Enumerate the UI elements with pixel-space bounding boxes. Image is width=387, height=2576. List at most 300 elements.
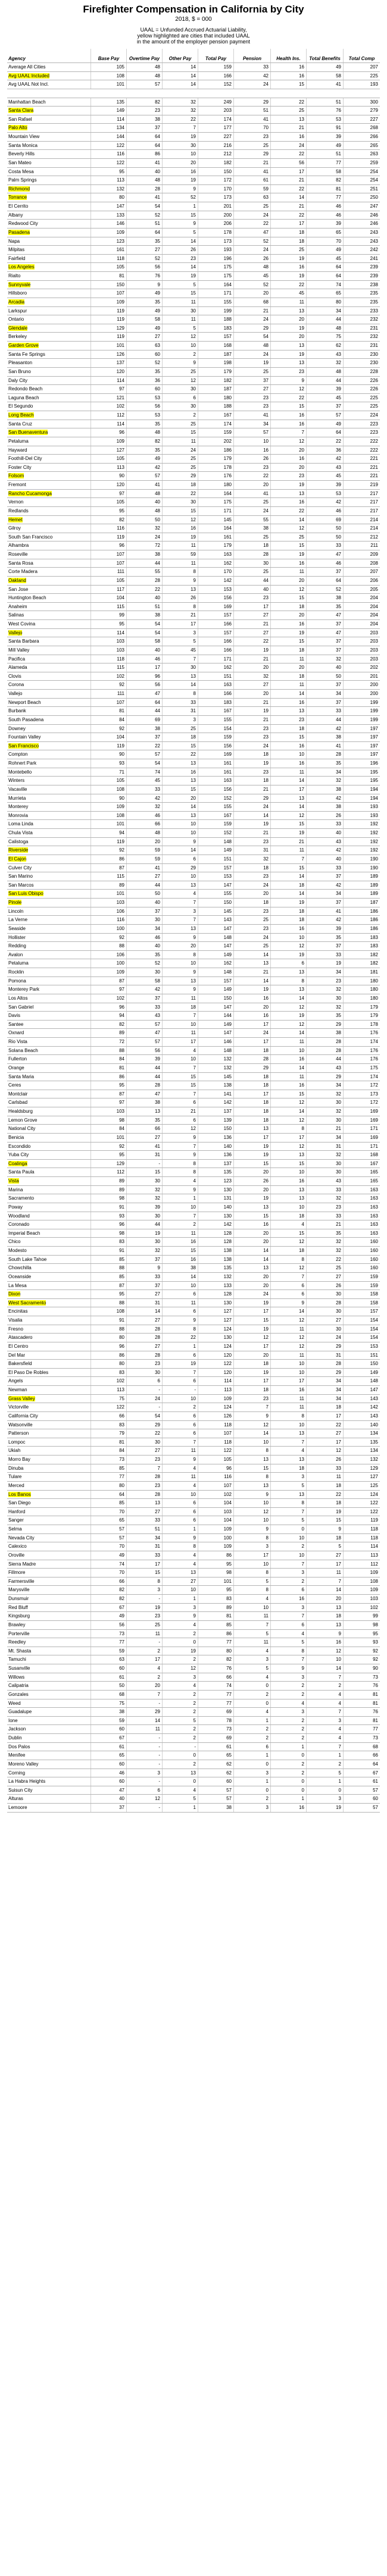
agency-name: Folsom xyxy=(8,473,24,479)
agency-name: Compton xyxy=(8,752,28,758)
cell-health-ins: 3 xyxy=(270,1708,306,1716)
cell-agency xyxy=(7,1134,90,1142)
cell-agency xyxy=(7,646,90,655)
cell-total-pay: 104 xyxy=(198,1516,233,1525)
cell-health-ins: 21 xyxy=(270,124,306,132)
cell-base-pay: 94 xyxy=(90,829,126,837)
cell-health-ins: 15 xyxy=(270,864,306,872)
cell-pension: 5 xyxy=(233,1630,270,1638)
table-row xyxy=(7,133,380,142)
cell-pension: 1 xyxy=(233,1717,270,1725)
cell-total-pay: 150 xyxy=(198,899,233,907)
cell-overtime-pay: - xyxy=(126,1595,162,1603)
cell-health-ins: 2 xyxy=(270,1769,306,1777)
cell-total-benefits: 11 xyxy=(306,1569,343,1577)
cell-total-pay: 182 xyxy=(198,159,233,167)
cell-agency xyxy=(7,1491,90,1499)
cell-base-pay: 88 xyxy=(90,1047,126,1055)
table-row xyxy=(7,942,380,951)
cell-total-benefits: 30 xyxy=(306,994,343,1003)
cell-base-pay: 113 xyxy=(90,1386,126,1394)
cell-overtime-pay: 37 xyxy=(126,124,162,132)
cell-overtime-pay: 30 xyxy=(126,1212,162,1220)
cell-base-pay: 119 xyxy=(90,533,126,542)
cell-other-pay: 9 xyxy=(162,577,198,585)
cell-health-ins: 15 xyxy=(270,542,306,550)
cell-health-ins: 8 xyxy=(270,1125,306,1133)
cell-overtime-pay: 17 xyxy=(126,663,162,672)
cell-pension: 22 xyxy=(233,637,270,646)
cell-overtime-pay: 35 xyxy=(126,951,162,959)
cell-agency xyxy=(7,1438,90,1447)
table-row xyxy=(7,603,380,612)
table-row xyxy=(7,1282,380,1291)
cell-total-comp: 112 xyxy=(343,1560,380,1569)
table-row xyxy=(7,1647,380,1656)
cell-other-pay: 15 xyxy=(162,1247,198,1255)
cell-other-pay: 59 xyxy=(162,550,198,559)
agency-name: Marina xyxy=(8,1187,23,1192)
cell-base-pay: 84 xyxy=(90,716,126,724)
cell-pension: 14 xyxy=(233,977,270,985)
cell-pension: 18 xyxy=(233,1098,270,1107)
cell-health-ins: 13 xyxy=(270,359,306,367)
agency-name: Palo Alto xyxy=(8,125,27,131)
cell-health-ins: 16 xyxy=(270,742,306,750)
agency-name: Montclair xyxy=(8,1091,28,1097)
cell-base-pay: 115 xyxy=(90,663,126,672)
cell-health-ins: 19 xyxy=(270,550,306,559)
cell-total-pay: 57 xyxy=(198,1786,233,1795)
cell-total-pay: 206 xyxy=(198,220,233,228)
agency-name: Foothill-Del City xyxy=(8,456,42,462)
agency-name: Sanger xyxy=(8,1517,24,1523)
cell-other-pay: 6 xyxy=(162,1351,198,1360)
cell-pension: 2 xyxy=(233,1691,270,1699)
cell-other-pay: 9 xyxy=(162,1456,198,1464)
cell-other-pay: 6 xyxy=(162,1412,198,1420)
cell-health-ins: 17 xyxy=(270,168,306,176)
cell-base-pay: 129 xyxy=(90,1160,126,1168)
cell-agency xyxy=(7,1168,90,1176)
cell-other-pay: 9 xyxy=(162,359,198,367)
cell-base-pay: 115 xyxy=(90,872,126,881)
agency-name: Watsonville xyxy=(8,1422,33,1428)
cell-total-benefits: 34 xyxy=(306,890,343,898)
cell-other-pay: 20 xyxy=(162,942,198,950)
cell-pension: 15 xyxy=(233,1212,270,1220)
cell-health-ins: 14 xyxy=(270,872,306,881)
cell-overtime-pay: 9 xyxy=(126,281,162,289)
agency-name: Foster City xyxy=(8,464,32,470)
cell-agency xyxy=(7,1751,90,1760)
cell-overtime-pay: 57 xyxy=(126,750,162,759)
agency-name: Willows xyxy=(8,1674,25,1680)
cell-overtime-pay: 57 xyxy=(126,1021,162,1029)
cell-other-pay: 2 xyxy=(162,1699,198,1708)
cell-total-pay: 105 xyxy=(198,1456,233,1464)
cell-total-pay: 120 xyxy=(198,1351,233,1360)
cell-total-comp: 135 xyxy=(343,1438,380,1447)
cell-total-pay: 81 xyxy=(198,1612,233,1620)
agency-name: Calipatria xyxy=(8,1683,29,1689)
cell-base-pay: 105 xyxy=(90,63,126,71)
cell-total-benefits: 19 xyxy=(306,959,343,968)
table-row xyxy=(7,507,380,516)
cell-total-pay: 114 xyxy=(198,1377,233,1385)
cell-total-comp: 57 xyxy=(343,1804,380,1812)
cell-other-pay: 14 xyxy=(162,237,198,246)
cell-overtime-pay: 23 xyxy=(126,1612,162,1620)
cell-health-ins: 10 xyxy=(270,1168,306,1176)
cell-pension: 3 xyxy=(233,1542,270,1551)
cell-total-comp: 93 xyxy=(343,1638,380,1647)
cell-base-pay: 97 xyxy=(90,1098,126,1107)
cell-base-pay: 101 xyxy=(90,820,126,828)
cell-health-ins: 16 xyxy=(270,620,306,628)
table-row xyxy=(7,577,380,586)
cell-total-pay: 127 xyxy=(198,1316,233,1325)
cell-health-ins: 0 xyxy=(270,1777,306,1786)
cell-overtime-pay: 64 xyxy=(126,229,162,237)
cell-total-benefits: 40 xyxy=(306,855,343,863)
cell-total-benefits: 28 xyxy=(306,1360,343,1368)
cell-total-comp: 190 xyxy=(343,855,380,863)
agency-name: San Francisco xyxy=(8,743,39,749)
cell-overtime-pay: 27 xyxy=(126,1134,162,1142)
cell-total-comp: 147 xyxy=(343,1386,380,1394)
cell-total-benefits: 34 xyxy=(306,1395,343,1403)
cell-pension: 20 xyxy=(233,890,270,898)
cell-other-pay: 18 xyxy=(162,1003,198,1012)
cell-other-pay: 10 xyxy=(162,1282,198,1290)
cell-health-ins: 10 xyxy=(270,1421,306,1429)
cell-health-ins: 12 xyxy=(270,1116,306,1125)
cell-total-comp: 225 xyxy=(343,402,380,411)
cell-overtime-pay: 47 xyxy=(126,1029,162,1037)
cell-total-comp: 250 xyxy=(343,193,380,202)
cell-base-pay: 102 xyxy=(90,402,126,411)
agency-name: Ceres xyxy=(8,1082,21,1088)
cell-overtime-pay: 55 xyxy=(126,568,162,576)
cell-total-comp: 247 xyxy=(343,202,380,211)
cell-pension: 8 xyxy=(233,1447,270,1455)
cell-base-pay: 99 xyxy=(90,611,126,619)
table-row xyxy=(7,1307,380,1316)
cell-base-pay: 119 xyxy=(90,307,126,315)
cell-pension: 19 xyxy=(233,1325,270,1334)
cell-agency xyxy=(7,1047,90,1055)
cell-pension: 20 xyxy=(233,1186,270,1194)
cell-health-ins: 15 xyxy=(270,402,306,411)
cell-health-ins: 12 xyxy=(270,385,306,393)
cell-total-comp: 118 xyxy=(343,1534,380,1542)
cell-pension: 10 xyxy=(233,1516,270,1525)
cell-agency xyxy=(7,890,90,898)
col-header-health-ins: Health Ins. xyxy=(270,49,306,62)
agency-name: Fairfield xyxy=(8,255,26,261)
cell-total-comp: 232 xyxy=(343,333,380,341)
table-row xyxy=(7,1447,380,1456)
table-row xyxy=(7,1717,380,1726)
cell-other-pay: 16 xyxy=(162,1256,198,1264)
cell-overtime-pay: 54 xyxy=(126,759,162,768)
cell-overtime-pay: 40 xyxy=(126,594,162,602)
cell-pension: 17 xyxy=(233,1377,270,1385)
table-row xyxy=(7,1290,380,1299)
cell-total-comp: 99 xyxy=(343,1612,380,1620)
cell-total-pay: 98 xyxy=(198,1569,233,1577)
cell-total-comp: 214 xyxy=(343,516,380,524)
cell-total-benefits: 46 xyxy=(306,559,343,568)
agency-name: Merced xyxy=(8,1482,24,1488)
cell-total-comp: 203 xyxy=(343,637,380,646)
cell-total-benefits: 17 xyxy=(306,1412,343,1420)
cell-pension: 16 xyxy=(233,1012,270,1020)
agency-name: Hillsboro xyxy=(8,290,27,296)
cell-base-pay: 107 xyxy=(90,289,126,298)
cell-base-pay: 85 xyxy=(90,1499,126,1507)
cell-total-pay: 130 xyxy=(198,1334,233,1342)
cell-pension: 15 xyxy=(233,1316,270,1325)
cell-agency xyxy=(7,1499,90,1507)
cell-total-pay: 122 xyxy=(198,1447,233,1455)
cell-base-pay: 88 xyxy=(90,1299,126,1307)
cell-overtime-pay: 35 xyxy=(126,446,162,455)
cell-total-pay: 179 xyxy=(198,455,233,463)
cell-base-pay: 68 xyxy=(90,1691,126,1699)
cell-agency xyxy=(7,1569,90,1577)
table-row xyxy=(7,350,380,359)
agency-name: Brawley xyxy=(8,1622,26,1627)
cell-agency xyxy=(7,1691,90,1699)
cell-total-benefits: 62 xyxy=(306,342,343,350)
cell-agency xyxy=(7,1125,90,1133)
cell-pension: 19 xyxy=(233,759,270,768)
col-header-total-benefits: Total Benefits xyxy=(306,49,343,62)
cell-pension: 17 xyxy=(233,1134,270,1142)
cell-base-pay: 101 xyxy=(90,890,126,898)
cell-total-benefits: 39 xyxy=(306,925,343,933)
cell-total-pay: 212 xyxy=(198,150,233,158)
cell-total-pay: 216 xyxy=(198,142,233,150)
cell-agency xyxy=(7,1055,90,1063)
agency-name: Visalia xyxy=(8,1317,23,1323)
cell-pension: 18 xyxy=(233,864,270,872)
cell-base-pay: 112 xyxy=(90,411,126,420)
cell-overtime-pay: 28 xyxy=(126,1325,162,1334)
cell-pension: 2 xyxy=(233,1725,270,1733)
cell-other-pay: 27 xyxy=(162,1577,198,1586)
cell-pension: 1 xyxy=(233,1751,270,1760)
cell-total-benefits: 3 xyxy=(306,1717,343,1725)
cell-total-pay: 152 xyxy=(198,829,233,837)
table-row xyxy=(7,359,380,368)
cell-base-pay: 73 xyxy=(90,1630,126,1638)
cell-total-comp: 279 xyxy=(343,107,380,115)
cell-total-comp: 231 xyxy=(343,342,380,350)
cell-overtime-pay: 40 xyxy=(126,899,162,907)
table-row xyxy=(7,1177,380,1186)
cell-health-ins: 3 xyxy=(270,1604,306,1612)
cell-agency xyxy=(7,1516,90,1525)
cell-health-ins: 25 xyxy=(270,107,306,115)
cell-total-benefits: 18 xyxy=(306,1403,343,1411)
cell-health-ins: 4 xyxy=(270,1699,306,1708)
cell-health-ins: 16 xyxy=(270,1804,306,1812)
cell-base-pay: 104 xyxy=(90,594,126,602)
agency-name: Pasadena xyxy=(8,229,30,235)
cell-overtime-pay: 66 xyxy=(126,820,162,828)
cell-total-benefits: 42 xyxy=(306,846,343,855)
cell-total-comp: 76 xyxy=(343,1682,380,1690)
cell-total-pay: 135 xyxy=(198,1168,233,1176)
cell-total-pay: 130 xyxy=(198,1299,233,1307)
cell-other-pay: 9 xyxy=(162,934,198,942)
cell-other-pay: 14 xyxy=(162,80,198,89)
cell-total-benefits: 69 xyxy=(306,516,343,524)
cell-pension: 19 xyxy=(233,1299,270,1307)
cell-health-ins: 45 xyxy=(270,289,306,298)
cell-overtime-pay: 43 xyxy=(126,1012,162,1020)
cell-total-comp: 200 xyxy=(343,690,380,698)
cell-pension: 61 xyxy=(233,176,270,184)
cell-total-benefits: 40 xyxy=(306,663,343,672)
cell-health-ins: 12 xyxy=(270,1264,306,1272)
cell-overtime-pay: 58 xyxy=(126,315,162,324)
cell-health-ins: 19 xyxy=(270,951,306,959)
cell-total-benefits: 11 xyxy=(306,1473,343,1481)
cell-total-benefits: 37 xyxy=(306,568,343,576)
cell-pension: 18 xyxy=(233,1386,270,1394)
cell-agency xyxy=(7,437,90,446)
cell-base-pay: 112 xyxy=(90,1168,126,1176)
cell-health-ins: 13 xyxy=(270,307,306,315)
table-row xyxy=(7,1612,380,1621)
cell-overtime-pay: 34 xyxy=(126,1534,162,1542)
agency-name: Richmond xyxy=(8,186,30,192)
cell-overtime-pay: 54 xyxy=(126,1412,162,1420)
cell-agency xyxy=(7,1786,90,1795)
cell-overtime-pay: 76 xyxy=(126,272,162,280)
cell-agency xyxy=(7,855,90,863)
cell-base-pay: 60 xyxy=(90,1760,126,1769)
cell-base-pay: 107 xyxy=(90,559,126,568)
col-header-agency: Agency xyxy=(8,55,26,61)
cell-health-ins: 20 xyxy=(270,577,306,585)
cell-overtime-pay: 8 xyxy=(126,1577,162,1586)
cell-pension: 17 xyxy=(233,1038,270,1046)
cell-total-benefits: 30 xyxy=(306,1116,343,1125)
cell-total-comp: 212 xyxy=(343,533,380,542)
cell-other-pay: 24 xyxy=(162,446,198,455)
cell-other-pay: 29 xyxy=(162,472,198,480)
cell-total-benefits: 32 xyxy=(306,777,343,785)
cell-health-ins: 22 xyxy=(270,507,306,515)
cell-pension: 19 xyxy=(233,359,270,367)
cell-other-pay: 16 xyxy=(162,768,198,777)
cell-overtime-pay: - xyxy=(126,1743,162,1751)
cell-total-benefits: 27 xyxy=(306,1429,343,1438)
cell-overtime-pay: 38 xyxy=(126,1098,162,1107)
cell-agency xyxy=(7,1464,90,1473)
agency-name: Alhambra xyxy=(8,543,29,549)
agency-name: Milpitas xyxy=(8,247,25,253)
cell-other-pay: 6 xyxy=(162,1508,198,1516)
cell-total-benefits: 53 xyxy=(306,115,343,124)
cell-total-benefits: 46 xyxy=(306,507,343,515)
cell-total-benefits: 50 xyxy=(306,533,343,542)
cell-total-pay: 161 xyxy=(198,759,233,768)
cell-total-pay: 179 xyxy=(198,542,233,550)
cell-other-pay: 7 xyxy=(162,1012,198,1020)
cell-base-pay: 92 xyxy=(90,934,126,942)
cell-total-comp: 171 xyxy=(343,1125,380,1133)
cell-pension: 12 xyxy=(233,1421,270,1429)
cell-agency xyxy=(7,707,90,715)
cell-base-pay: 95 xyxy=(90,507,126,515)
table-row xyxy=(7,1664,380,1673)
separator-row xyxy=(7,89,380,98)
cell-agency xyxy=(7,533,90,542)
cell-total-comp: 134 xyxy=(343,1447,380,1455)
cell-total-pay: 168 xyxy=(198,342,233,350)
cell-base-pay: 96 xyxy=(90,542,126,550)
cell-total-pay: 175 xyxy=(198,272,233,280)
agency-name: Lincoln xyxy=(8,908,24,914)
cell-health-ins: 18 xyxy=(270,725,306,733)
cell-other-pay: 3 xyxy=(162,716,198,724)
cell-total-benefits: 42 xyxy=(306,794,343,803)
cell-other-pay: 11 xyxy=(162,298,198,306)
table-row xyxy=(7,1090,380,1099)
cell-total-benefits: 34 xyxy=(306,1081,343,1090)
cell-other-pay: 8 xyxy=(162,690,198,698)
cell-base-pay: 95 xyxy=(90,620,126,628)
cell-other-pay: 6 xyxy=(162,1307,198,1316)
cell-total-comp: 241 xyxy=(343,255,380,263)
cell-base-pay: 98 xyxy=(90,1194,126,1203)
cell-other-pay: 13 xyxy=(162,881,198,890)
cell-total-pay: 159 xyxy=(198,820,233,828)
cell-total-benefits: 70 xyxy=(306,237,343,246)
cell-other-pay: 10 xyxy=(162,829,198,837)
cell-health-ins: 11 xyxy=(270,846,306,855)
cell-base-pay: 57 xyxy=(90,1525,126,1533)
cell-other-pay: 3 xyxy=(162,1673,198,1682)
cell-pension: 2 xyxy=(233,1795,270,1803)
agency-name: Downey xyxy=(8,725,26,731)
cell-total-comp: 197 xyxy=(343,725,380,733)
cell-other-pay: 25 xyxy=(162,368,198,376)
cell-total-pay: 166 xyxy=(198,620,233,628)
cell-overtime-pay: 30 xyxy=(126,1369,162,1377)
cell-total-comp: 219 xyxy=(343,481,380,489)
cell-total-benefits: 34 xyxy=(306,968,343,976)
cell-other-pay: 8 xyxy=(162,1542,198,1551)
uaal-note-line-2: yellow highlighted are cities that included UAAL xyxy=(137,33,250,39)
cell-pension: 29 xyxy=(233,794,270,803)
cell-total-pay: 148 xyxy=(198,1047,233,1055)
cell-total-benefits: 22 xyxy=(306,437,343,446)
cell-pension: 68 xyxy=(233,298,270,306)
table-row xyxy=(7,1264,380,1273)
cell-base-pay: 119 xyxy=(90,333,126,341)
cell-pension: 54 xyxy=(233,333,270,341)
cell-overtime-pay: 33 xyxy=(126,1551,162,1560)
cell-total-comp: 221 xyxy=(343,455,380,463)
cell-overtime-pay: 54 xyxy=(126,629,162,637)
